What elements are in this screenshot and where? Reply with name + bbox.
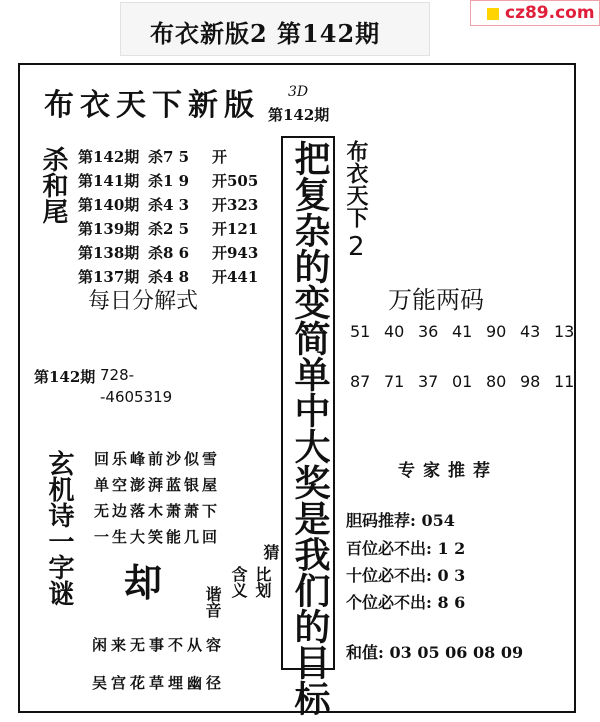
center-slogan: 把复杂的变简单中大奖是我们的目标 — [289, 140, 331, 716]
row-issue: 第138期 — [78, 244, 140, 262]
wanneng-number: 01 — [452, 372, 473, 391]
wanneng-number: 51 — [350, 322, 371, 341]
riddle-hint: 含义 — [229, 566, 248, 598]
wanneng-number: 41 — [452, 322, 473, 341]
bottom-line-1: 闲来无事不从容 — [92, 636, 226, 654]
lottery-type: 3D — [288, 84, 309, 100]
kill-tail-row — [78, 170, 258, 191]
wanneng-title: 万能两码 — [388, 286, 484, 314]
vertical-brand-number: 2 — [348, 232, 365, 262]
poem-line: 单空澎湃蓝银屋 — [94, 476, 221, 494]
expert-title: 专家推荐 — [398, 461, 498, 481]
poem-line: 一生大笑能几回 — [94, 528, 221, 546]
row-issue: 第137期 — [78, 268, 140, 286]
row-issue: 第140期 — [78, 196, 140, 214]
wanneng-number: 37 — [418, 372, 439, 391]
tens-exclude: 十位必不出: 0 3 — [346, 566, 466, 585]
row-kill: 杀7 5 — [148, 148, 190, 166]
wanneng-number: 13 — [554, 322, 575, 341]
wanneng-number: 40 — [384, 322, 405, 341]
hundreds-exclude: 百位必不出: 1 2 — [346, 539, 466, 558]
kill-tail-label: 杀和尾 — [38, 146, 68, 224]
kill-tail-row — [78, 242, 258, 263]
poem-line: 回乐峰前沙似雪 — [94, 450, 221, 468]
row-issue: 第139期 — [78, 220, 140, 238]
poem-line: 无边落木萧萧下 — [94, 502, 221, 520]
daily-formula-title: 每日分解式 — [88, 289, 199, 314]
row-kill: 杀4 3 — [148, 196, 190, 214]
wanneng-number: 36 — [418, 322, 439, 341]
row-kill: 杀1 9 — [148, 172, 190, 190]
formula-issue: 第142期 — [34, 368, 96, 386]
kill-tail-row — [78, 146, 227, 167]
dan-recommend: 胆码推荐: 054 — [346, 511, 455, 530]
wanneng-number: 11 — [554, 372, 575, 391]
issue-number: 第142期 — [268, 106, 330, 124]
row-issue: 第142期 — [78, 148, 140, 166]
wanneng-row-1 — [350, 322, 588, 341]
wanneng-number: 43 — [520, 322, 541, 341]
site-name: cz89.com — [505, 3, 595, 23]
site-logo[interactable] — [470, 0, 600, 26]
row-open: 开441 — [212, 268, 259, 286]
riddle-character: 却 — [124, 560, 163, 605]
row-open: 开323 — [212, 196, 259, 214]
row-open: 开121 — [212, 220, 259, 238]
page-title: 布衣新版2 第142期 — [150, 19, 381, 48]
formula-line-1: 728- — [100, 366, 135, 384]
kill-tail-row — [78, 218, 258, 239]
wanneng-number: 71 — [384, 372, 405, 391]
vertical-brand: 布衣天下 — [343, 140, 369, 228]
poem-title: 玄机诗一字谜 — [44, 450, 74, 606]
wanneng-number: 90 — [486, 322, 507, 341]
row-open: 开943 — [212, 244, 259, 262]
wanneng-number: 87 — [350, 372, 371, 391]
bottom-line-2: 吴宫花草埋幽径 — [92, 674, 226, 692]
row-kill: 杀4 8 — [148, 268, 190, 286]
ones-exclude: 个位必不出: 8 6 — [346, 593, 466, 612]
brand-title: 布衣天下新版 — [44, 88, 260, 123]
wanneng-number: 80 — [486, 372, 507, 391]
riddle-hint: 比划 — [253, 566, 272, 598]
kill-tail-row — [78, 194, 258, 215]
sum-values: 和值: 03 05 06 08 09 — [346, 643, 524, 662]
row-issue: 第141期 — [78, 172, 140, 190]
riddle-hint: 猜 — [261, 544, 280, 560]
riddle-hint: 谐音 — [203, 586, 222, 618]
wanneng-number: 98 — [520, 372, 541, 391]
row-kill: 杀8 6 — [148, 244, 190, 262]
row-kill: 杀2 5 — [148, 220, 190, 238]
row-open: 开 — [212, 148, 228, 166]
row-open: 开505 — [212, 172, 259, 190]
logo-square-icon — [487, 8, 499, 20]
wanneng-row-2 — [350, 372, 588, 391]
formula-line-2: -4605319 — [100, 388, 173, 406]
